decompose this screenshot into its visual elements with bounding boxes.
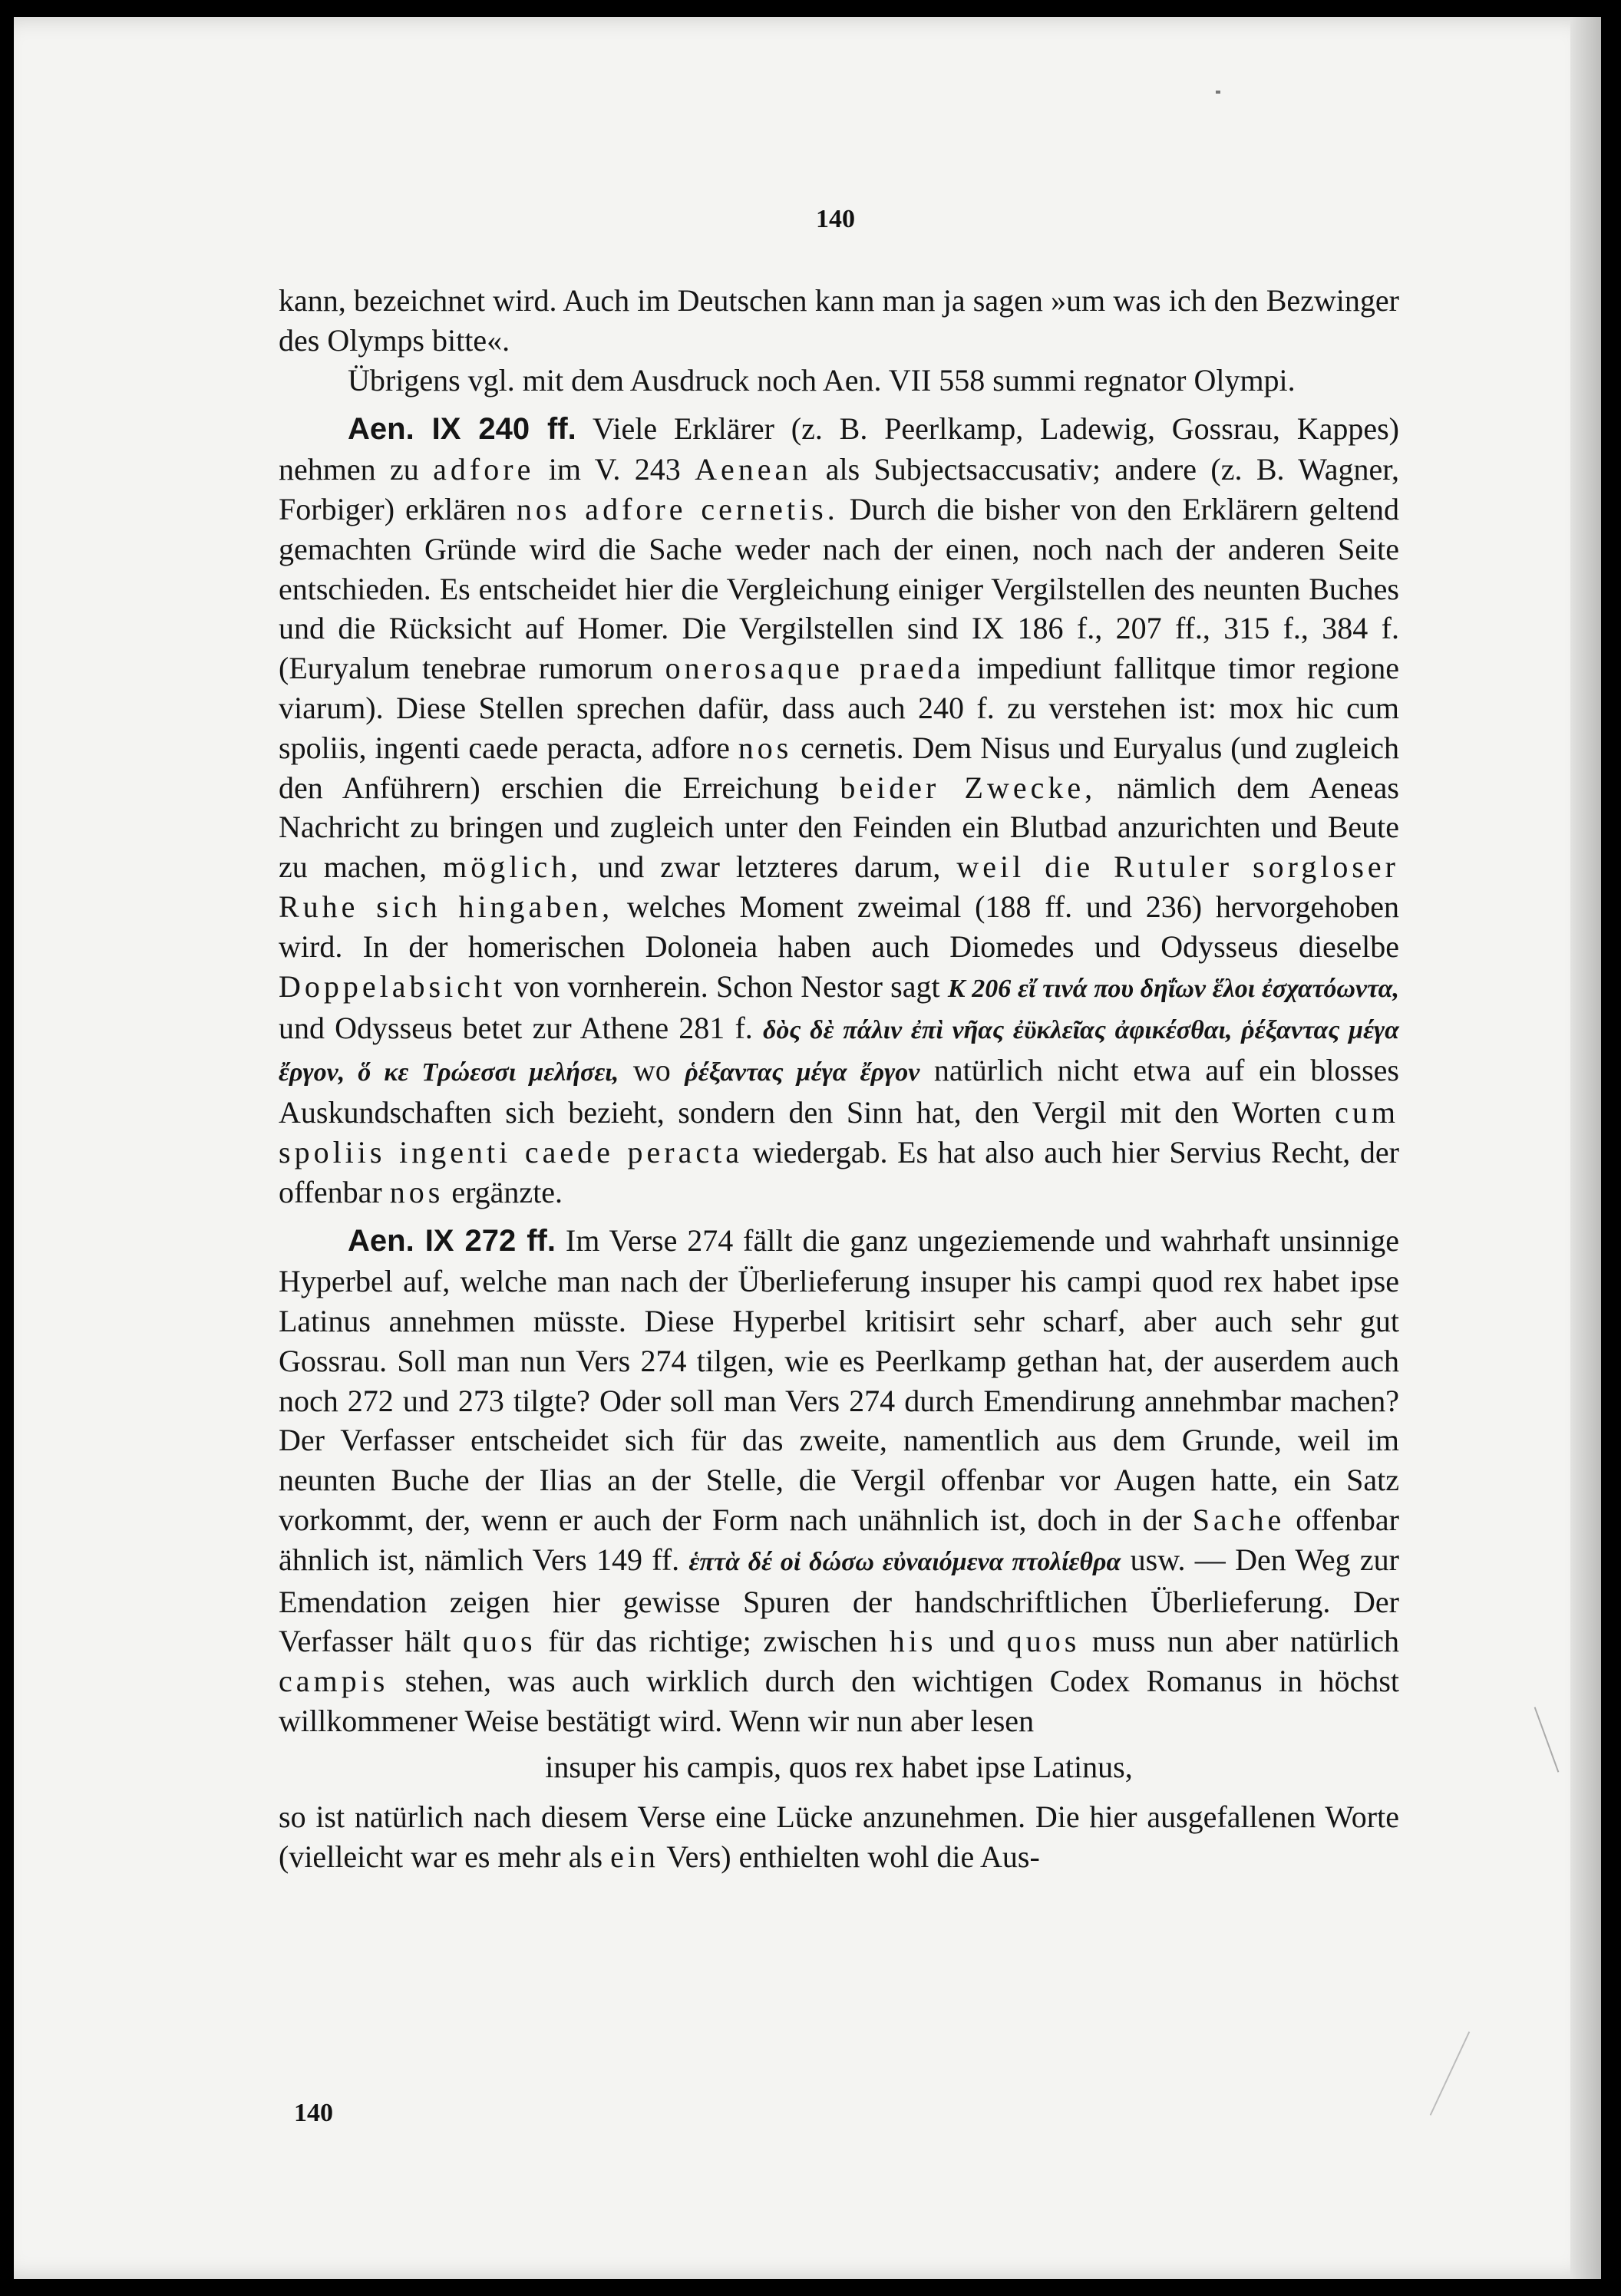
greek-quote: ῥέξαντας μέγα ἔργον	[685, 1058, 920, 1087]
scan-mark	[1216, 91, 1220, 94]
paragraph-2: Übrigens vgl. mit dem Ausdruck noch Aen. VII 558 summi regnator Olympi.	[348, 362, 1296, 398]
greek-quote: δὸς δὲ πάλιν ἐπὶ νῆας ἐϋκλεῖας ἀφικέσθαι, ῥέξαντας μέγα ἔργον, ὅ κε Τρώεσσι μελήσει,	[279, 1016, 1399, 1087]
spaced-word: Sache	[1192, 1502, 1286, 1537]
spaced-word: quos	[1006, 1624, 1081, 1659]
greek-quote: K 206 εἴ τινά που δηΐων ἕλοι ἐσχατόωντα,	[947, 974, 1399, 1003]
scanned-page	[14, 17, 1601, 2279]
spaced-word: his	[889, 1624, 937, 1659]
spaced-word: ein	[610, 1839, 659, 1875]
spaced-word: cum spoliis ingenti caede peracta	[279, 1094, 1399, 1169]
page-number-bottom: 140	[294, 2099, 333, 2127]
spaced-word: nos	[389, 1174, 444, 1209]
spaced-word: möglich,	[443, 849, 583, 885]
paragraph-continuation: so ist natürlich nach diesem Verse eine Lücke anzunehmen. Die hier ausgefallenen Worte (vielleicht war es mehr als ein Vers) enthielten wohl die Aus-	[279, 1800, 1399, 1875]
spaced-word: adfore	[433, 452, 535, 487]
spaced-word: nos	[738, 730, 793, 765]
spaced-word: weil die Rutuler sorgloser Ruhe sich hingaben,	[279, 849, 1399, 924]
spaced-word: Aenean	[695, 452, 812, 487]
spaced-word: campis	[279, 1664, 389, 1699]
paragraph-1: kann, bezeichnet wird. Auch im Deutschen kann man ja sagen »um was ich den Bezwinger des Olymps bitte«.	[279, 283, 1399, 358]
scan-mark	[1534, 1707, 1560, 1772]
spaced-word: Doppelabsicht	[279, 968, 507, 1004]
spaced-word: onerosaque praeda	[665, 651, 965, 686]
spaced-word: nos adfore cernetis.	[516, 491, 839, 526]
paragraph-aen-ix-240: Aen. IX 240 ff. Viele Erklärer (z. B. Peerlkamp, Ladewig, Gossrau, Kappes) nehmen zu adfore im V. 243 Aenean als Subjectsaccusativ; andere (z. B. Wagner, Forbiger) erklären nos adfore cernetis. Durch die bisher von den Erklärern geltend gemachten Gründe wird die Sache weder nach der einen, noch nach der anderen Seite entschieden. Es entscheidet hier die Vergleichung einiger Vergilstellen des neunten Buches und die Rücksicht auf Homer. Die Vergilstellen sind IX 186 f., 207 ff., 315 f., 384 f. (Euryalum tenebrae rumorum onerosaque praeda impediunt fallitque timor regione viarum). Diese Stellen sprechen dafür, dass auch 240 f. zu verstehen ist: mox hic cum spoliis, ingenti caede peracta, adfore nos cernetis. Dem Nisus und Euryalus (und zugleich den Anführern) erschien die Erreichung beider Zwecke, nämlich dem Aeneas Nachricht zu bringen und zugleich unter den Feinden ein Blutbad anzurichten und Beute zu machen, möglich, und zwar letzteres darum, weil die Rutuler sorgloser Ruhe sich hingaben, welches Moment zweimal (188 ff. und 236) hervorgehoben wird. In der homerischen Doloneia haben auch Diomedes und Odysseus dieselbe Doppelabsicht von vornherein. Schon Nestor sagt K 206 εἴ τινά που δηΐων ἕλοι ἐσχατόωντα, und Odysseus betet zur Athene 281 f. δὸς δὲ πάλιν ἐπὶ νῆας ἐϋκλεῖας ἀφικέσθαι, ῥέξαντας μέγα ἔργον, ὅ κε Τρώεσσι μελήσει, wo ῥέξαντας μέγα ἔργον natürlich nicht etwa auf ein blosses Auskundschaften sich bezieht, sondern den Sinn hat, den Vergil mit den Worten cum spoliis ingenti caede peracta wiedergab. Es hat also auch hier Servius Recht, der offenbar nos ergänzte.	[279, 411, 1400, 1209]
paragraph-aen-ix-272: Aen. IX 272 ff. Im Verse 274 fällt die ganz ungeziemende und wahrhaft unsinnige Hyperbel auf, welche man nach der Überlieferung insuper his campi quod rex habet ipse Latinus annehmen müsste. Diese Hyperbel kritisirt sehr scharf, aber auch sehr gut Gossrau. Soll man nun Vers 274 tilgen, wie es Peerlkamp gethan hat, der auserdem auch noch 272 und 273 tilgte? Oder soll man Vers 274 durch Emendirung annehmbar machen? Der Verfasser entscheidet sich für das zweite, namentlich aus dem Grunde, weil im neunten Buche der Ilias an der Stelle, die Vergil offenbar vor Augen hatte, ein Satz vorkommt, der, wenn er auch der Form nach unähnlich ist, doch in der Sache offenbar ähnlich ist, nämlich Vers 149 ff. ἑπτὰ δέ οἱ δώσω εὐναιόμενα πτολίεθρα usw. — Den Weg zur Emendation zeigen hier gewisse Spuren der handschriftlichen Überlieferung. Der Verfasser hält quos für das richtige; zwischen his und quos muss nun aber natürlich campis stehen, was auch wirklich durch den wichtigen Codex Romanus in höchst willkommener Weise bestätigt wird. Wenn wir nun aber lesen	[279, 1223, 1400, 1738]
section-heading: Aen. IX 240 ff.	[348, 412, 576, 447]
body-text	[279, 281, 1399, 1877]
page-edge-shadow	[1570, 17, 1601, 2279]
page-number-top: 140	[816, 205, 855, 233]
spaced-word: quos	[463, 1624, 536, 1659]
scan-mark	[1430, 2031, 1471, 2116]
quoted-verse: insuper his campis, quos rex habet ipse Latinus,	[545, 1749, 1133, 1784]
section-heading: Aen. IX 272 ff.	[348, 1224, 556, 1259]
spaced-word: beider Zwecke,	[840, 770, 1097, 805]
greek-quote: ἑπτὰ δέ οἱ δώσω εὐναιόμενα πτολίεθρα	[688, 1547, 1121, 1576]
